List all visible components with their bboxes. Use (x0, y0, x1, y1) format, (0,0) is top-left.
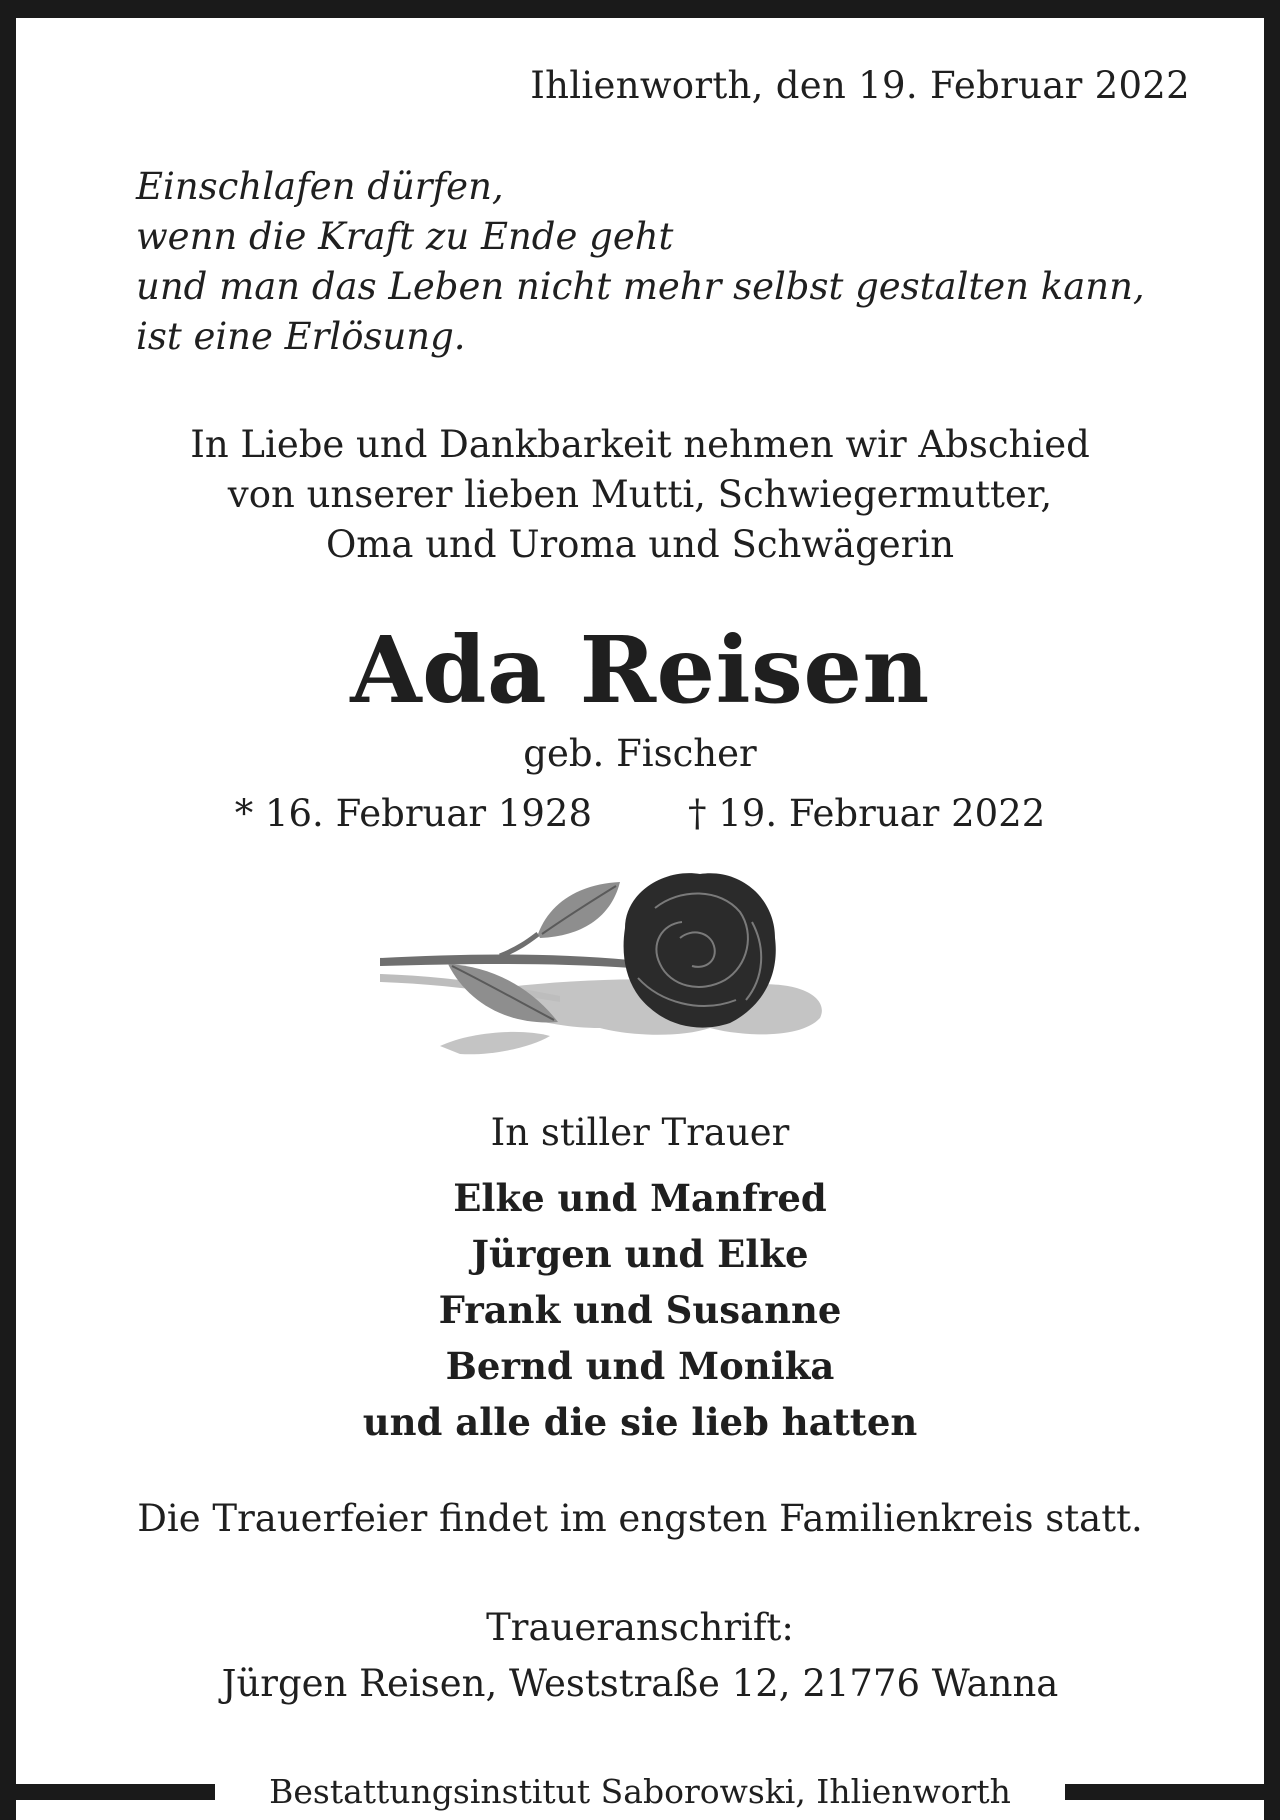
border-left (0, 0, 16, 1820)
maiden-name: geb. Fischer (523, 732, 757, 775)
mourning-label: In stiller Trauer (490, 1111, 790, 1154)
intro-line: Oma und Uroma und Schwägerin (325, 523, 955, 566)
ceremony-note: Die Trauerfeier findet im engsten Familienkreis statt. (137, 1497, 1143, 1540)
deceased-name: Ada Reisen (350, 616, 930, 724)
intro-line: von unserer lieben Mutti, Schwiegermutter, (227, 473, 1053, 516)
mourner: Bernd und Monika (445, 1344, 835, 1388)
mourner: Jürgen und Elke (471, 1232, 809, 1276)
poem (136, 162, 1145, 362)
poem-line: Einschlafen dürfen, (136, 165, 504, 208)
birth-date: * 16. Februar 1928 (234, 792, 592, 835)
funeral-home-footer: Bestattungsinstitut Saborowski, Ihlienworth (269, 1772, 1011, 1811)
mourner: und alle die sie lieb hatten (362, 1400, 918, 1444)
intro-line: In Liebe und Dankbarkeit nehmen wir Abschied (190, 423, 1090, 466)
poem-line: ist eine Erlösung. (136, 315, 466, 358)
mourners-list (0, 1170, 1280, 1450)
border-right (1264, 0, 1280, 1820)
mourner: Frank und Susanne (438, 1288, 842, 1332)
poem-line: wenn die Kraft zu Ende geht (136, 215, 674, 258)
address-label: Traueranschrift: (486, 1606, 794, 1649)
border-top (0, 0, 1280, 18)
rose-icon (380, 868, 880, 1078)
farewell-intro (0, 420, 1280, 570)
death-date: † 19. Februar 2022 (688, 792, 1046, 835)
address-line: Jürgen Reisen, Weststraße 12, 21776 Wanna (221, 1662, 1059, 1705)
life-dates (0, 790, 1280, 838)
poem-line: und man das Leben nicht mehr selbst gestalten kann, (136, 265, 1145, 308)
dateline: Ihlienworth, den 19. Februar 2022 (530, 64, 1190, 107)
mourner: Elke und Manfred (453, 1176, 827, 1220)
mourning-address (0, 1600, 1280, 1712)
